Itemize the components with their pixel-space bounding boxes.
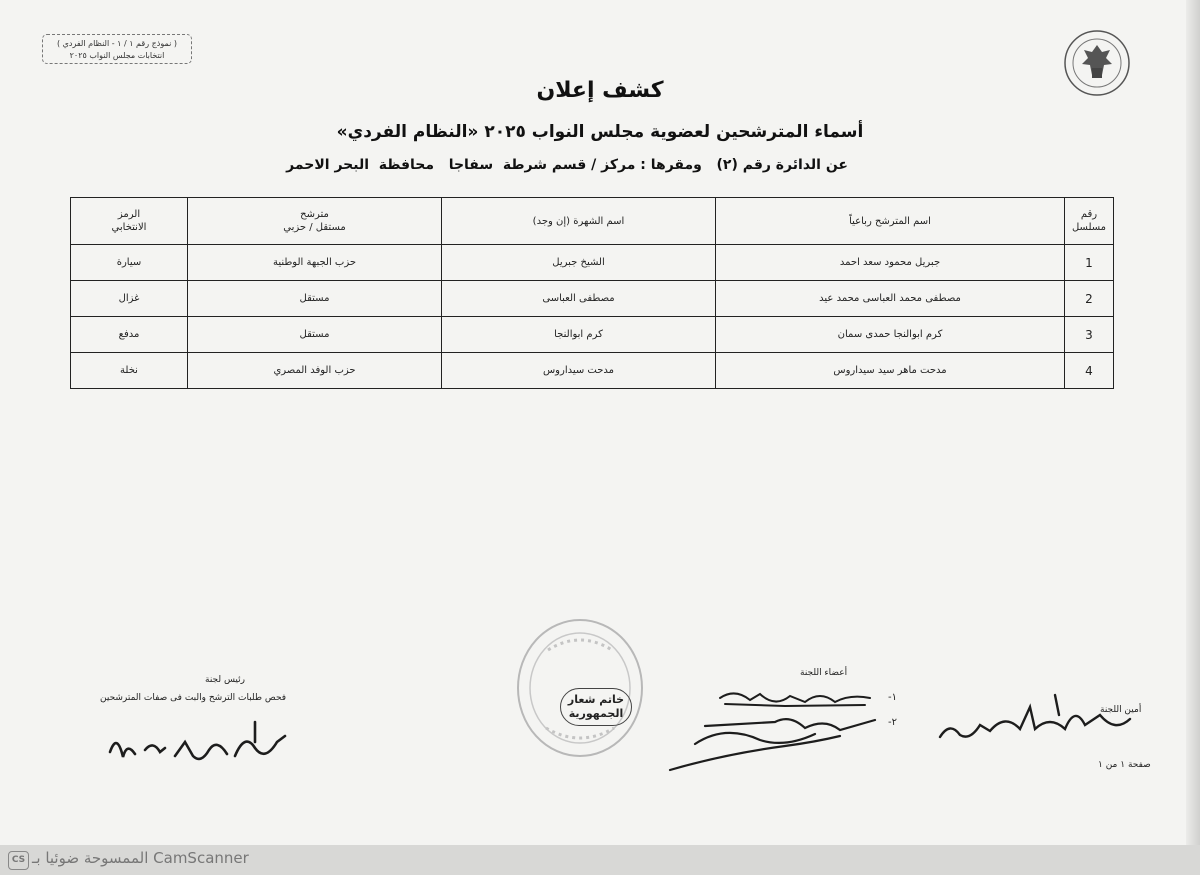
committee-secretary-label: أمين اللجنة	[1100, 705, 1142, 715]
cell-number: 4	[1065, 353, 1114, 389]
cell-symbol: نخلة	[71, 353, 188, 389]
candidates-table	[70, 197, 1114, 389]
header-serial	[1065, 198, 1114, 245]
table-row	[71, 245, 1114, 281]
cell-type: مستقل	[188, 317, 442, 353]
cell-name: مصطفى محمد العباسى محمد عيد	[716, 281, 1065, 317]
header-type	[188, 198, 442, 245]
header-type-line2: مستقل / حزبي	[283, 222, 346, 233]
form-number-line: ( نموذج رقم ١ / ١ - النظام الفردي )	[56, 39, 177, 48]
cell-nickname: مصطفى العباسى	[442, 281, 716, 317]
camscanner-watermark-text: الممسوحة ضوئيا بـ CamScanner	[32, 849, 249, 867]
cell-name: كرم ابوالنجا حمدى سمان	[716, 317, 1065, 353]
table-header-row	[71, 198, 1114, 245]
committee-head-signature	[105, 712, 295, 772]
announcement-title: كشف إعلان	[536, 78, 664, 103]
header-name: اسم المترشح رباعياً	[716, 198, 1065, 245]
header-symbol-line1: الرمز	[117, 209, 141, 220]
committee-secretary-signature	[935, 685, 1135, 755]
district-line: عن الدائرة رقم (٢) ومقرها : مركز / قسم شرطة سفاجا محافظة البحر الاحمر	[286, 157, 848, 173]
cell-number: 3	[1065, 317, 1114, 353]
cell-symbol: مدفع	[71, 317, 188, 353]
header-type-line1: مترشح	[300, 209, 329, 220]
member-1-prefix: ١-	[888, 692, 897, 703]
committee-members-label: أعضاء اللجنة	[800, 668, 848, 678]
cell-number: 1	[1065, 245, 1114, 281]
header-serial-line2: مسلسل	[1071, 222, 1107, 233]
member-2-prefix: ٢-	[888, 717, 897, 728]
cell-number: 2	[1065, 281, 1114, 317]
page-number: صفحة ١ من ١	[1098, 760, 1151, 770]
cell-name: جبريل محمود سعد احمد	[716, 245, 1065, 281]
cell-symbol: غزال	[71, 281, 188, 317]
cell-type: حزب الجبهة الوطنية	[188, 245, 442, 281]
cell-nickname: الشيخ جبريل	[442, 245, 716, 281]
cell-type: مستقل	[188, 281, 442, 317]
cell-symbol: سيارة	[71, 245, 188, 281]
cell-nickname: مدحت سيداروس	[442, 353, 716, 389]
cell-name: مدحت ماهر سيد سيداروس	[716, 353, 1065, 389]
announcement-subtitle: أسماء المترشحين لعضوية مجلس النواب ٢٠٢٥ «النظام الفردي»	[336, 122, 864, 142]
header-nickname: اسم الشهرة (إن وجد)	[442, 198, 716, 245]
header-serial-line1: رقم	[1080, 209, 1098, 220]
form-number-box	[42, 34, 192, 64]
cell-nickname: كرم ابوالنجا	[442, 317, 716, 353]
committee-members-signatures	[665, 684, 890, 774]
election-name-line: انتخابات مجلس النواب ٢٠٢٥	[69, 51, 165, 60]
stamp-label	[560, 688, 632, 726]
table-row	[71, 317, 1114, 353]
header-symbol-line2: الانتخابي	[111, 222, 147, 233]
committee-head-role: فحص طلبات الترشح والبت فى صفات المترشحين	[100, 693, 287, 703]
table-row	[71, 281, 1114, 317]
header-symbol	[71, 198, 188, 245]
stamp-text-line2: الجمهورية	[568, 707, 624, 720]
stamp-text-line1: خاتم شعار	[567, 693, 625, 706]
cell-type: حزب الوفد المصري	[188, 353, 442, 389]
table-row	[71, 353, 1114, 389]
committee-head-label: رئيس لجنة	[205, 675, 245, 685]
stamp-seal-icon	[508, 610, 648, 760]
camscanner-logo-icon: CS	[8, 851, 29, 870]
